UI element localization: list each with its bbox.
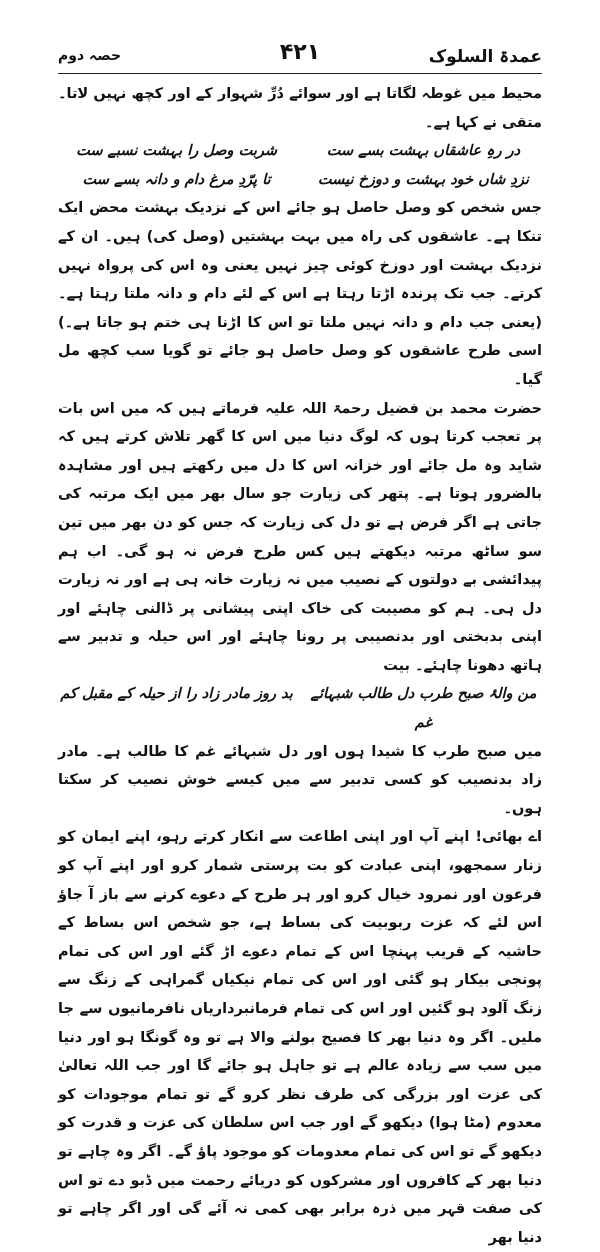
verse-hemistich: نزدِ شاں خود بہشت و دوزخ نیست — [317, 171, 529, 188]
verse-hemistich: بد روز مادر زاد را از حیلہ کے مقبل کم — [60, 686, 293, 703]
header-divider — [58, 73, 542, 74]
text-paragraph: میں صبح طرب کا شیدا ہوں اور دل شبہائے غم کا طالب ہے۔ مادر زاد بدنصیب کو کسی تدبیر سے میں کیسے خوش نصیب کر سکتا ہوں۔ — [58, 743, 542, 817]
text-paragraph: جس شخص کو وصل حاصل ہو جائے اس کے نزدیک بہشت محض ایک تنکا ہے۔ عاشقوں کی راہ میں بہت بہشتیں (وصل کی) ہیں۔ ان کے نزدیک بہشت اور دوزخ کوئی چیز نہیں یعنی وہ اس کی پرواہ نہیں کرتے۔ جب تک پرندہ اڑتا رہتا ہے اس کے لئے دام و دانہ ملتا رہتا ہے۔ (یعنی جب دام و دانہ نہیں ملتا تو اس کا اڑنا ہی ختم ہو جاتا ہے۔) اسی طرح عاشقوں کو وصل حاصل ہو جائے تو گویا سب کچھ مل گیا۔ — [58, 200, 542, 388]
part-label: حصہ دوم — [58, 48, 122, 64]
book-title: عمدۃ السلوک — [428, 47, 542, 67]
verse-hemistich: من والۂ صبح طرب دل طالب شبہائے غم — [310, 686, 537, 732]
text-paragraph: حضرت محمد بن فضیل رحمۃ اللہ علیہ فرماتے ہیں کہ میں اس بات پر تعجب کرتا ہوں کہ لوگ دنیا میں اس کا گھر تلاش کرتے ہیں کہ شاید وہ مل جائے اور خزانہ اس کا دل میں رکھتے ہیں اور مشاہدہ بالضرور ہوتا ہے۔ پتھر کی زیارت جو سال بھر میں ایک مرتبہ کی جاتی ہے اگر فرض ہے تو دل کی زیارت کہ جس کو دن بھر میں تین سو ساٹھ مرتبہ دیکھتے ہیں کس طرح فرض نہ ہو گی۔ اب ہم پیدائشی بے دولتوں کے نصیب میں نہ زیارت خانہ ہی ہے اور نہ زیارت دل ہی۔ ہم کو مصیبت کی خاک اپنی پیشانی پر ڈالنی چاہئے اور اپنی بدبختی اور بدنصیبی پر رونا چاہئے اور اس حیلہ و تدبیر سے ہاتھ دھونا چاہئے۔ بیت — [58, 400, 542, 674]
verse-hemistich: در رہِ عاشقاں بہشت بسے ست — [326, 143, 521, 160]
verse-hemistich: تا پرّدِ مرغ دام و دانہ بسے ست — [82, 171, 271, 188]
verse-couplet — [58, 166, 542, 195]
page-number: ۴۲۱ — [279, 40, 321, 65]
verse-hemistich: شربت وصل را بہشت نسبے ست — [76, 143, 278, 160]
text-paragraph: محیط میں غوطہ لگاتا ہے اور سوائے دُرِّ شہوار کے اور کچھ نہیں لاتا۔ متقی نے کہا ہے۔ — [58, 86, 542, 131]
text-paragraph: اے بھائی! اپنے آپ اور اپنی اطاعت سے انکار کرتے رہو، اپنے ایمان کو زنار سمجھو، اپنی عبادت کو بت پرستی شمار کرو اور اپنے آپ کو فرعون اور نمرود خیال کرو اور ہر طرح کے دعوے کرنے سے باز آ جاؤ اس لئے کہ عزت ربوبیت کی بساط ہے، جو شخص اس بساط کے حاشیہ کے قریب پہنچا اس کے تمام دعوے اڑ گئے اور اس کی تمام پونجی بیکار ہو گئی اور اس کی تمام نیکیاں گمراہی کے زنگ سے زنگ آلود ہو گئیں اور اس کی تمام فرمانبرداریاں نافرمانیوں سے جا ملیں۔ اگر وہ دنیا بھر کا فصیح بولنے والا ہے تو وہ گونگا ہو اور دنیا میں سب سے زیادہ عالم ہے تو جاہل ہو جائے گا اور جب اللہ تعالیٰ کی عزت اور بزرگی کی طرف نظر کرو گے تو تمام موجودات کو معدوم (مٹا ہوا) دیکھو گے اور جب اس سلطان کی عزت و قدرت کو دیکھو گے تو اس کی تمام معدومات کو موجود پاؤ گے۔ اگر وہ چاہے تو دنیا بھر کے کافروں اور مشرکوں کو دریائے رحمت میں ڈبو دے تو اس کی صفت قہر میں ذرہ برابر بھی کمی نہ آئے گی اور اگر چاہے تو دنیا بھر — [58, 829, 542, 1246]
page-body — [58, 80, 542, 1252]
verse-couplet — [58, 137, 542, 166]
verse-couplet — [58, 680, 542, 737]
page-header — [58, 38, 542, 72]
